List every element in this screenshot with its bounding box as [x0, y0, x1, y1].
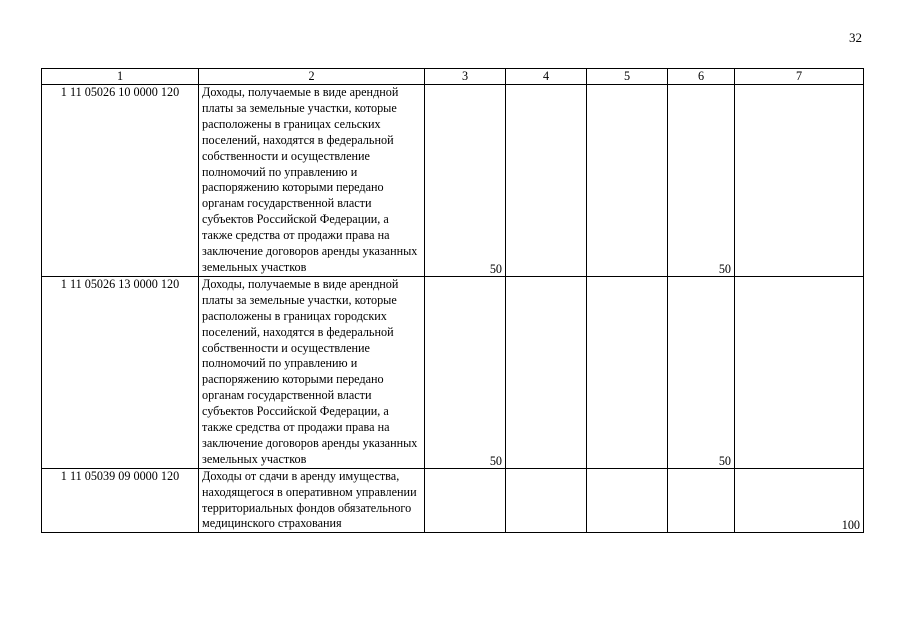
column-header-2: 2: [199, 69, 425, 85]
value-cell-5: [587, 468, 668, 533]
header-row: [42, 69, 864, 85]
revenue-code-cell: 1 11 05039 09 0000 120: [42, 468, 199, 533]
value-cell-7: [735, 85, 864, 277]
value-cell-4: [506, 468, 587, 533]
value-cell-6: 50: [668, 276, 735, 468]
value-cell-7: 100: [735, 468, 864, 533]
value-cell-6: [668, 468, 735, 533]
column-header-4: 4: [506, 69, 587, 85]
value-cell-6: 50: [668, 85, 735, 277]
column-header-6: 6: [668, 69, 735, 85]
revenue-code-cell: 1 11 05026 10 0000 120: [42, 85, 199, 277]
value-cell-3: 50: [425, 85, 506, 277]
value-cell-4: [506, 276, 587, 468]
value-cell-4: [506, 85, 587, 277]
value-cell-3: [425, 468, 506, 533]
column-header-7: 7: [735, 69, 864, 85]
revenue-code-cell: 1 11 05026 13 0000 120: [42, 276, 199, 468]
table-row: [42, 276, 864, 468]
description-cell: Доходы, получаемые в виде арендной платы за земельные участки, которые расположены в границах сельских поселений, находятся в федеральной собственности и осуществление полномочий по управлению и распоряжению которыми передано органам государственной власти субъектов Российской Федерации, а также средства от продажи права на заключение договоров аренды указанных земельных участков: [199, 85, 425, 277]
table-row: [42, 85, 864, 277]
value-cell-7: [735, 276, 864, 468]
page-number: 32: [849, 30, 862, 45]
value-cell-5: [587, 85, 668, 277]
description-cell: Доходы, получаемые в виде арендной платы за земельные участки, которые расположены в границах городских поселений, находятся в федеральной собственности и осуществление полномочий по управлению и распоряжению которыми передано органам государственной власти субъектов Российской Федерации, а также средства от продажи права на заключение договоров аренды указанных земельных участков: [199, 276, 425, 468]
description-cell: Доходы от сдачи в аренду имущества, находящегося в оперативном управлении территориальных фондов обязательного медицинского страхования: [199, 468, 425, 533]
column-header-1: 1: [42, 69, 199, 85]
column-header-5: 5: [587, 69, 668, 85]
budget-table: [41, 68, 864, 533]
value-cell-5: [587, 276, 668, 468]
column-header-3: 3: [425, 69, 506, 85]
value-cell-3: 50: [425, 276, 506, 468]
table-row: [42, 468, 864, 533]
